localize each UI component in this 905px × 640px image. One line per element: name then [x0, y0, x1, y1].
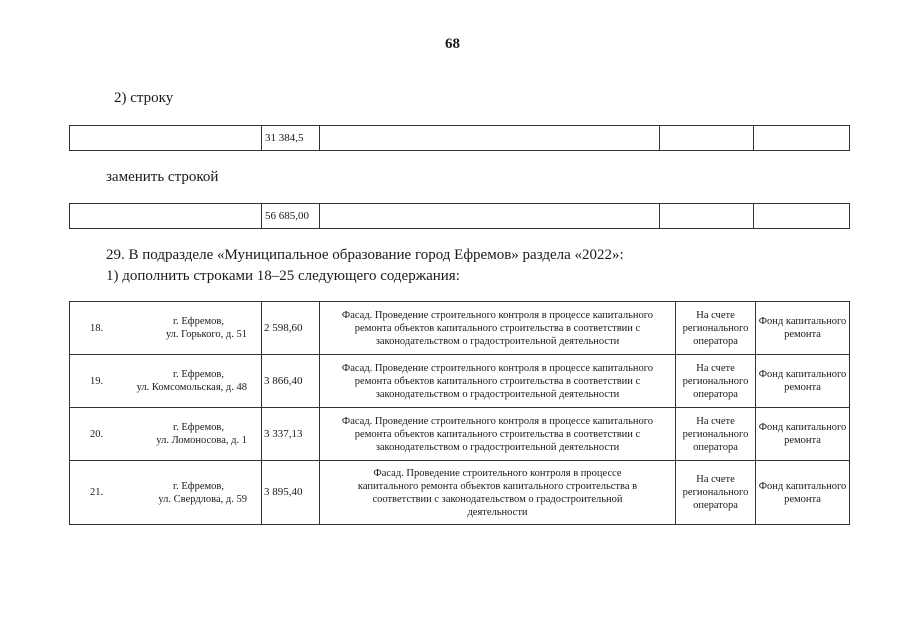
new-row-cell-4: [660, 204, 754, 229]
table-row: [70, 408, 850, 461]
object-address-cell: [70, 408, 262, 461]
address-street: ул. Свердлова, д. 59: [158, 493, 247, 505]
table-row: [70, 302, 850, 355]
page-number: 68: [445, 36, 460, 52]
old-row-cell-3: [320, 126, 660, 151]
new-row-value: 56 685,00: [262, 204, 320, 229]
old-row-cell-4: [660, 126, 754, 151]
funding-source: Фонд капитального ремонта: [756, 355, 850, 408]
old-row-cell-1: [70, 126, 262, 151]
table-row: [70, 355, 850, 408]
address-street: ул. Горького, д. 51: [165, 329, 247, 340]
work-description: Фасад. Проведение строительного контроля в процессе капитального ремонта объектов капитального строительства в соответствии с законодательством о градостроительной деятельности: [320, 408, 676, 461]
cost-cell: 2 598,60: [262, 302, 320, 355]
funding-source: Фонд капитального ремонта: [756, 461, 850, 525]
account-type: На счете регионального оператора: [676, 461, 756, 525]
address-city: г. Ефремов,: [173, 369, 224, 380]
address-city: г. Ефремов,: [173, 480, 224, 492]
cost-cell: 3 866,40: [262, 355, 320, 408]
work-description: Фасад. Проведение строительного контроля в процессе капитального ремонта объектов капитального строительства в соответствии с законодательством о градостроительной деятельности: [320, 461, 676, 525]
funding-source: Фонд капитального ремонта: [756, 302, 850, 355]
old-row: [70, 126, 850, 151]
old-row-table: [69, 125, 850, 151]
object-address-cell: [70, 461, 262, 525]
address-street: ул. Комсомольская, д. 48: [136, 382, 247, 393]
row-number: 18.: [90, 322, 104, 334]
item-2-heading: 2) строку: [114, 90, 174, 106]
account-type: На счете регионального оператора: [676, 302, 756, 355]
old-row-value: 31 384,5: [262, 126, 320, 151]
section-29-subtitle: 1) дополнить строками 18–25 следующего содержания:: [106, 268, 460, 284]
account-type: На счете регионального оператора: [676, 355, 756, 408]
object-address-cell: [70, 302, 262, 355]
funding-source: Фонд капитального ремонта: [756, 408, 850, 461]
new-row-cell-3: [320, 204, 660, 229]
work-description: Фасад. Проведение строительного контроля в процессе капитального ремонта объектов капитального строительства в соответствии с законодательством о градостроительной деятельности: [320, 302, 676, 355]
object-address-cell: [70, 355, 262, 408]
new-row: [70, 204, 850, 229]
new-row-cell-1: [70, 204, 262, 229]
address-city: г. Ефремов,: [173, 316, 224, 327]
cost-cell: 3 337,13: [262, 408, 320, 461]
address-city: г. Ефремов,: [173, 422, 224, 433]
new-row-cell-5: [754, 204, 850, 229]
table-row: [70, 461, 850, 525]
row-number: 20.: [90, 428, 104, 440]
work-description: Фасад. Проведение строительного контроля в процессе капитального ремонта объектов капитального строительства в соответствии с законодательством о градостроительной деятельности: [320, 355, 676, 408]
replace-heading: заменить строкой: [106, 169, 219, 185]
new-row-table: [69, 203, 850, 229]
row-number: 19.: [90, 375, 104, 387]
cost-cell: 3 895,40: [262, 461, 320, 525]
objects-table: [69, 301, 850, 525]
old-row-cell-5: [754, 126, 850, 151]
section-29-title: 29. В подразделе «Муниципальное образование город Ефремов» раздела «2022»:: [106, 247, 624, 263]
account-type: На счете регионального оператора: [676, 408, 756, 461]
address-street: ул. Ломоносова, д. 1: [156, 435, 247, 446]
row-number: 21.: [90, 487, 104, 498]
